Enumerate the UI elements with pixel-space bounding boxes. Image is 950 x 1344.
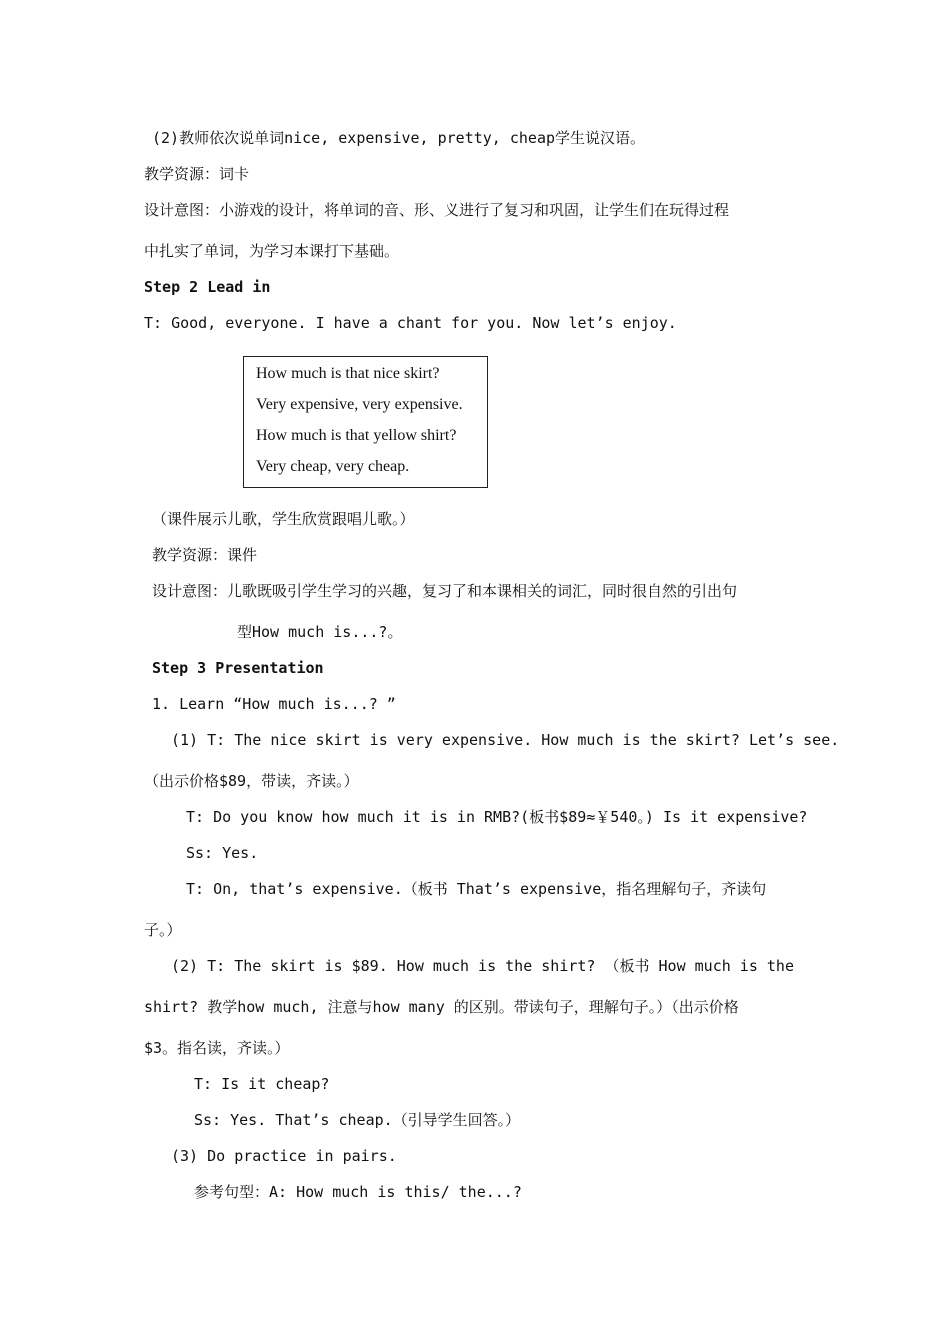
text-line: T: Do you know how much it is in RMB?(板书$89≈￥540。) Is it expensive?: [186, 808, 808, 826]
text-line: （出示价格$89，带读，齐读。）: [144, 772, 359, 790]
text-line: 教学资源：词卡: [144, 165, 250, 183]
text-line: (2)教师依次说单词nice, expensive, pretty, cheap学生说汉语。: [152, 129, 646, 147]
text-line: 中扎实了单词，为学习本课打下基础。: [144, 242, 400, 260]
text-line: 设计意图：小游戏的设计，将单词的音、形、义进行了复习和巩固，让学生们在玩得过程: [144, 201, 730, 219]
text-line: (2) T: The skirt is $89. How much is the shirt? （板书 How much is the: [171, 957, 794, 975]
chant-box: [243, 356, 488, 488]
text-line: shirt? 教学how much, 注意与how many 的区别。带读句子，理解句子。）（出示价格: [144, 998, 739, 1016]
text-line: 1. Learn “How much is...? ”: [152, 695, 396, 713]
text-line: T: Is it cheap?: [194, 1075, 330, 1093]
text-line: 参考句型：A: How much is this/ the...?: [194, 1183, 522, 1201]
text-line: Ss: Yes.: [186, 844, 259, 862]
text-line: T: Good, everyone. I have a chant for you. Now let’s enjoy.: [144, 314, 677, 332]
text-line: T: On, that’s expensive.（板书 That’s expensive，指名理解句子，齐读句: [186, 880, 767, 898]
chant-line: Very cheap, very cheap.: [256, 458, 410, 475]
text-line: Ss: Yes. That’s cheap.（引导学生回答。）: [194, 1111, 521, 1129]
chant-line: Very expensive, very expensive.: [256, 396, 463, 413]
text-line: $3。指名读，齐读。）: [144, 1039, 290, 1057]
text-line: (1) T: The nice skirt is very expensive. How much is the skirt? Let’s see.: [171, 731, 840, 749]
chant-line: How much is that yellow shirt?: [256, 427, 457, 444]
chant-line: How much is that nice skirt?: [256, 365, 440, 382]
text-line: （课件展示儿歌，学生欣赏跟唱儿歌。）: [152, 510, 415, 528]
text-line: 设计意图：儿歌既吸引学生学习的兴趣，复习了和本课相关的词汇，同时很自然的引出句: [152, 582, 738, 600]
text-line: 子。）: [144, 921, 182, 939]
text-line: 型How much is...?。: [237, 623, 403, 641]
text-line: (3) Do practice in pairs.: [171, 1147, 397, 1165]
section-heading-step3: Step 3 Presentation: [152, 659, 324, 677]
section-heading-step2: Step 2 Lead in: [144, 278, 271, 296]
text-line: 教学资源：课件: [152, 546, 258, 564]
